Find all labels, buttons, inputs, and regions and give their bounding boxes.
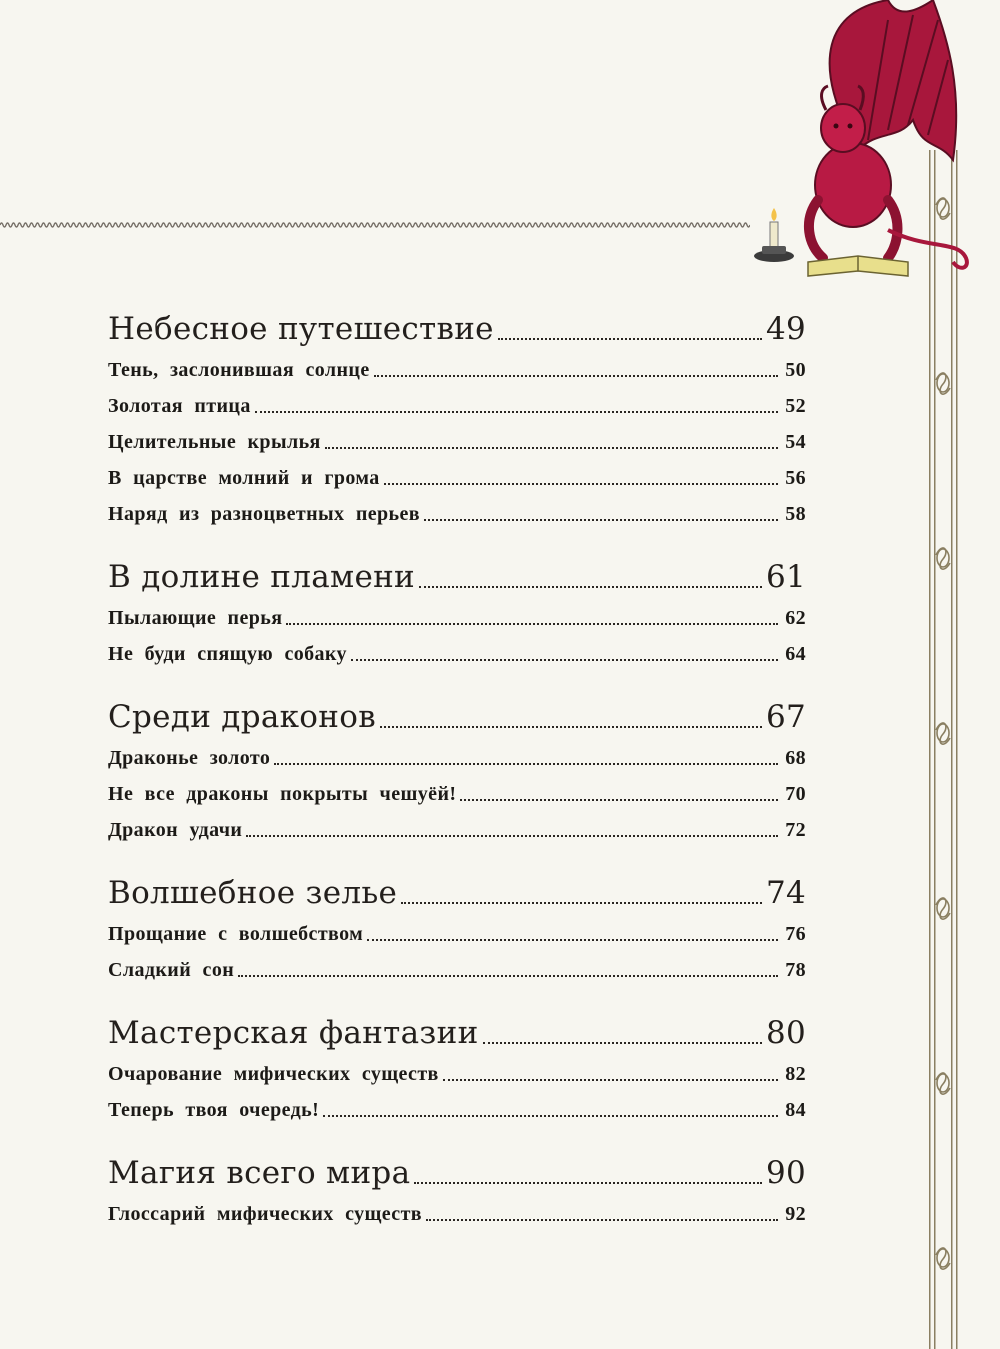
toc-section (108, 694, 806, 848)
toc-entry-page-number: 64 (785, 643, 806, 665)
toc-entry-page-number: 54 (785, 431, 806, 453)
chapter-heading-page-number: 90 (765, 1155, 806, 1191)
dot-leader (325, 447, 778, 449)
toc-entry-page-number: 62 (785, 607, 806, 629)
dot-leader (419, 586, 762, 588)
toc-entry-title: Очарование мифических существ (108, 1063, 439, 1085)
toc-entry[interactable] (108, 388, 806, 424)
toc-entry-title: Золотая птица (108, 395, 251, 417)
chapter-heading-page-number: 49 (765, 311, 806, 347)
dot-leader (246, 835, 778, 837)
dot-leader (238, 975, 778, 977)
dot-leader (374, 375, 778, 377)
toc-entry-title: Драконье золото (108, 747, 271, 769)
dot-leader (255, 411, 778, 413)
toc-entry[interactable] (108, 352, 806, 388)
dot-leader (483, 1042, 762, 1044)
chapter-heading-title: Магия всего мира (108, 1155, 411, 1191)
toc-section (108, 1010, 806, 1128)
toc-entry[interactable] (108, 424, 806, 460)
dot-leader (414, 1182, 762, 1184)
dot-leader (351, 659, 778, 661)
toc-entry-page-number: 68 (785, 747, 806, 769)
toc-entry[interactable] (108, 916, 806, 952)
toc-entry-title: В царстве молний и грома (108, 467, 380, 489)
toc-entry-page-number: 70 (785, 783, 806, 805)
toc-entry[interactable] (108, 636, 806, 672)
gargoyle-illustration (748, 0, 978, 285)
toc-entry-title: Не все драконы покрыты чешуёй! (108, 783, 457, 805)
toc-entry-page-number: 52 (785, 395, 806, 417)
chapter-heading-title: Среди драконов (108, 699, 376, 735)
wavy-divider (0, 218, 750, 232)
chapter-heading-page-number: 80 (765, 1015, 806, 1051)
toc-entry-title: Прощание с волшебством (108, 923, 364, 945)
chapter-heading[interactable] (108, 694, 806, 740)
toc-entry-page-number: 82 (785, 1063, 806, 1085)
chapter-heading[interactable] (108, 870, 806, 916)
candle-icon (754, 208, 794, 262)
dot-leader (323, 1115, 778, 1117)
toc-entry-page-number: 72 (785, 819, 806, 841)
toc-entry-page-number: 84 (785, 1099, 806, 1121)
toc-entry-title: Не буди спящую собаку (108, 643, 347, 665)
toc-entry-page-number: 78 (785, 959, 806, 981)
chapter-heading[interactable] (108, 554, 806, 600)
dot-leader (424, 519, 778, 521)
chapter-heading-title: В долине пламени (108, 559, 416, 595)
dot-leader (384, 483, 778, 485)
dot-leader (380, 726, 762, 728)
dot-leader (274, 763, 778, 765)
toc-entry-page-number: 50 (785, 359, 806, 381)
toc-section (108, 306, 806, 532)
toc-entry-title: Наряд из разноцветных перьев (108, 503, 421, 525)
toc-entry-title: Целительные крылья (108, 431, 321, 453)
toc-section (108, 554, 806, 672)
chapter-heading[interactable] (108, 306, 806, 352)
toc-entry[interactable] (108, 776, 806, 812)
toc-entry[interactable] (108, 1196, 806, 1232)
dot-leader (367, 939, 778, 941)
chapter-heading[interactable] (108, 1010, 806, 1056)
dot-leader (286, 623, 778, 625)
toc-entry[interactable] (108, 952, 806, 988)
chapter-heading-title: Небесное путешествие (108, 311, 494, 347)
dot-leader (498, 338, 762, 340)
toc-entry-title: Сладкий сон (108, 959, 235, 981)
dot-leader (426, 1219, 778, 1221)
table-of-contents (108, 306, 806, 1254)
chapter-heading-page-number: 67 (765, 699, 806, 735)
chapter-heading[interactable] (108, 1150, 806, 1196)
chapter-heading-page-number: 74 (765, 875, 806, 911)
dot-leader (460, 799, 778, 801)
toc-entry[interactable] (108, 600, 806, 636)
toc-entry-title: Дракон удачи (108, 819, 243, 841)
toc-section (108, 1150, 806, 1232)
toc-entry-page-number: 56 (785, 467, 806, 489)
toc-entry[interactable] (108, 740, 806, 776)
chapter-heading-title: Волшебное зелье (108, 875, 398, 911)
toc-entry[interactable] (108, 496, 806, 532)
toc-entry[interactable] (108, 460, 806, 496)
ornamental-border (926, 150, 960, 1349)
chapter-heading-page-number: 61 (765, 559, 806, 595)
toc-entry-title: Теперь твоя очередь! (108, 1099, 320, 1121)
chapter-heading-title: Мастерская фантазии (108, 1015, 479, 1051)
toc-entry-page-number: 76 (785, 923, 806, 945)
toc-entry-title: Пылающие перья (108, 607, 283, 629)
dot-leader (401, 902, 762, 904)
toc-entry[interactable] (108, 1056, 806, 1092)
toc-section (108, 870, 806, 988)
toc-entry[interactable] (108, 812, 806, 848)
dot-leader (443, 1079, 778, 1081)
toc-entry-page-number: 58 (785, 503, 806, 525)
toc-entry-page-number: 92 (785, 1203, 806, 1225)
toc-entry-title: Глоссарий мифических существ (108, 1203, 423, 1225)
toc-entry-title: Тень, заслонившая солнце (108, 359, 370, 381)
toc-entry[interactable] (108, 1092, 806, 1128)
